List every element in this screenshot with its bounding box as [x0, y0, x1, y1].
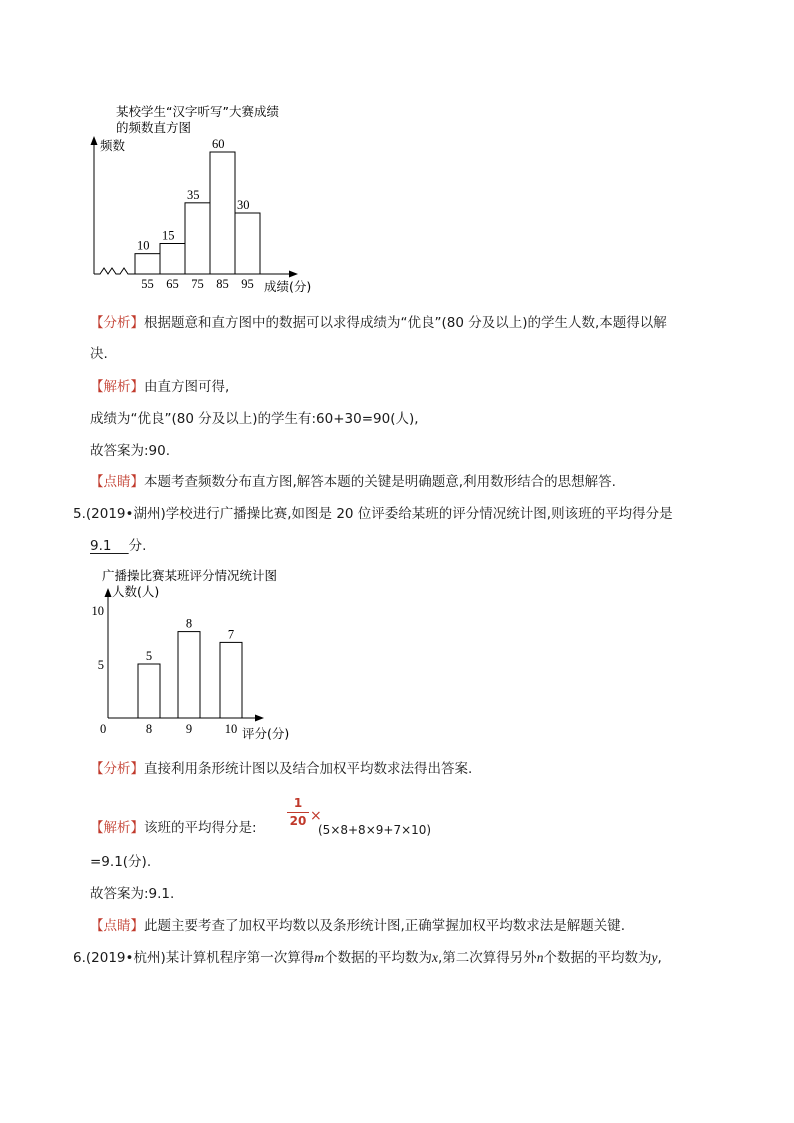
q5-jiexi-text: 该班的平均得分是: [144, 820, 257, 836]
q6-stem-a: (2019•杭州)某计算机程序第一次算得 [85, 950, 315, 966]
q5-fenxi-line [90, 759, 472, 779]
q5-dianjing-line [90, 916, 625, 936]
q5-answer-blank [90, 538, 129, 554]
bar-chart-origin: 0 [100, 722, 107, 736]
q5-expression: (5×8+8×9+7×10) [318, 823, 432, 837]
histogram-bar-label: 60 [212, 137, 225, 151]
bar-chart-bar [178, 632, 200, 718]
q5-dianjing-text: 此题主要考查了加权平均数以及条形统计图,正确掌握加权平均数求法是解题关键. [144, 918, 626, 934]
histogram-bar-label: 30 [237, 198, 250, 212]
q4-answer-line: 故答案为:90. [90, 443, 171, 459]
q6-var-n: n [536, 950, 544, 965]
histogram-y-arrow [91, 136, 98, 145]
bar-chart-title: 广播操比赛某班评分情况统计图 [102, 568, 278, 583]
bar-chart-bar [220, 642, 242, 718]
q5-frac-numerator: 1 [287, 796, 309, 813]
bar-chart-bar-label: 7 [227, 627, 235, 642]
histogram-x-tick: 75 [191, 277, 204, 291]
q5-stem: (2019•湖州)学校进行广播操比赛,如图是 20 位评委给某班的评分情况统计图,则该班的平均得分是 [85, 506, 673, 522]
q6-stem-d: 个数据的平均数为 [543, 950, 652, 966]
bar-chart-x-arrow [255, 715, 264, 722]
histogram-bar [235, 213, 260, 274]
bar-chart-bar-label: 8 [185, 616, 193, 631]
histogram-x-axis-break [94, 268, 132, 274]
bar-chart-y-label: 人数(人) [112, 584, 160, 599]
q4-jiexi-line [90, 377, 229, 397]
histogram-bar [210, 152, 235, 274]
q5-fenxi-tag: 【分析】 [90, 761, 144, 777]
q4-fenxi-tag: 【分析】 [90, 315, 144, 331]
q4-jiexi-tag: 【解析】 [90, 379, 144, 395]
histogram-chart [80, 98, 350, 298]
q6-var-y: y [651, 950, 658, 965]
bar-chart-x-tick: 8 [145, 722, 153, 736]
q5-dianjing-tag: 【点睛】 [90, 918, 144, 934]
q6-number: 6. [73, 950, 86, 966]
histogram-x-tick: 85 [216, 277, 229, 291]
histogram-bar [160, 244, 185, 275]
histogram-bar [135, 254, 160, 274]
q5-times-sign: × [310, 808, 322, 824]
bar-chart-x-tick: 9 [185, 722, 193, 736]
bar-chart-y-tick: 10 [91, 604, 104, 618]
bar-chart-y-tick: 5 [97, 658, 104, 672]
q5-jiexi-tag: 【解析】 [90, 820, 144, 836]
bar-chart-bar-label: 5 [145, 649, 153, 663]
q5-stem-line [73, 504, 673, 524]
bar-chart-y-arrow [105, 588, 112, 597]
q6-stem-b: 个数据的平均数为 [324, 950, 432, 966]
q5-jiexi-line [90, 818, 257, 838]
bar-chart-x-label: 评分(分) [242, 726, 290, 741]
q4-jiexi-text: 由直方图可得, [144, 379, 230, 395]
histogram-bar [185, 203, 210, 274]
q4-fenxi-line2: 决. [90, 346, 108, 362]
q6-var-m: m [314, 950, 324, 965]
histogram-title-line1: 某校学生“汉字听写”大赛成绩 [116, 104, 279, 119]
q5-answer-line2: 故答案为:9.1. [90, 886, 175, 902]
histogram-x-tick: 55 [141, 277, 154, 291]
histogram-bar-label: 10 [137, 238, 150, 253]
q6-stem-c: ,第二次算得另外 [438, 950, 537, 966]
q6-stem-e: , [657, 950, 662, 966]
histogram-x-label: 成绩(分) [264, 279, 312, 294]
q4-dianjing-text: 本题考查频数分布直方图,解答本题的关键是明确题意,利用数形结合的思想解答. [144, 474, 616, 490]
q4-fenxi-line [90, 313, 667, 333]
histogram-y-label: 频数 [100, 138, 126, 153]
q4-dianjing-tag: 【点睛】 [90, 474, 144, 490]
q6-var-x: x [432, 950, 438, 965]
q5-answer-suffix: 分. [128, 538, 147, 554]
q6-stem-line [73, 948, 662, 968]
q4-solution-line: 成绩为“优良”(80 分及以上)的学生有:60+30=90(人), [90, 411, 419, 427]
q5-fraction [287, 796, 309, 829]
histogram-title-line2: 的频数直方图 [116, 120, 192, 135]
bar-chart [82, 562, 322, 747]
q5-fenxi-text: 直接利用条形统计图以及结合加权平均数求法得出答案. [144, 761, 473, 777]
histogram-x-tick: 95 [241, 277, 254, 291]
q5-frac-denominator: 20 [289, 814, 307, 828]
q4-fenxi-text: 根据题意和直方图中的数据可以求得成绩为“优良”(80 分及以上)的学生人数,本题得以解 [144, 315, 667, 331]
q5-answer-line [90, 536, 146, 556]
bar-chart-x-tick: 10 [224, 722, 238, 736]
q5-number: 5. [73, 506, 86, 522]
histogram-bar-label: 15 [162, 228, 175, 243]
q5-answer-value: 9.1 [90, 538, 112, 554]
histogram-x-arrow [289, 271, 298, 278]
histogram-x-tick: 65 [166, 277, 179, 291]
q5-result-line: =9.1(分). [90, 854, 152, 870]
q4-dianjing-line [90, 472, 616, 492]
histogram-bar-label: 35 [187, 187, 200, 202]
bar-chart-bar [138, 664, 160, 718]
